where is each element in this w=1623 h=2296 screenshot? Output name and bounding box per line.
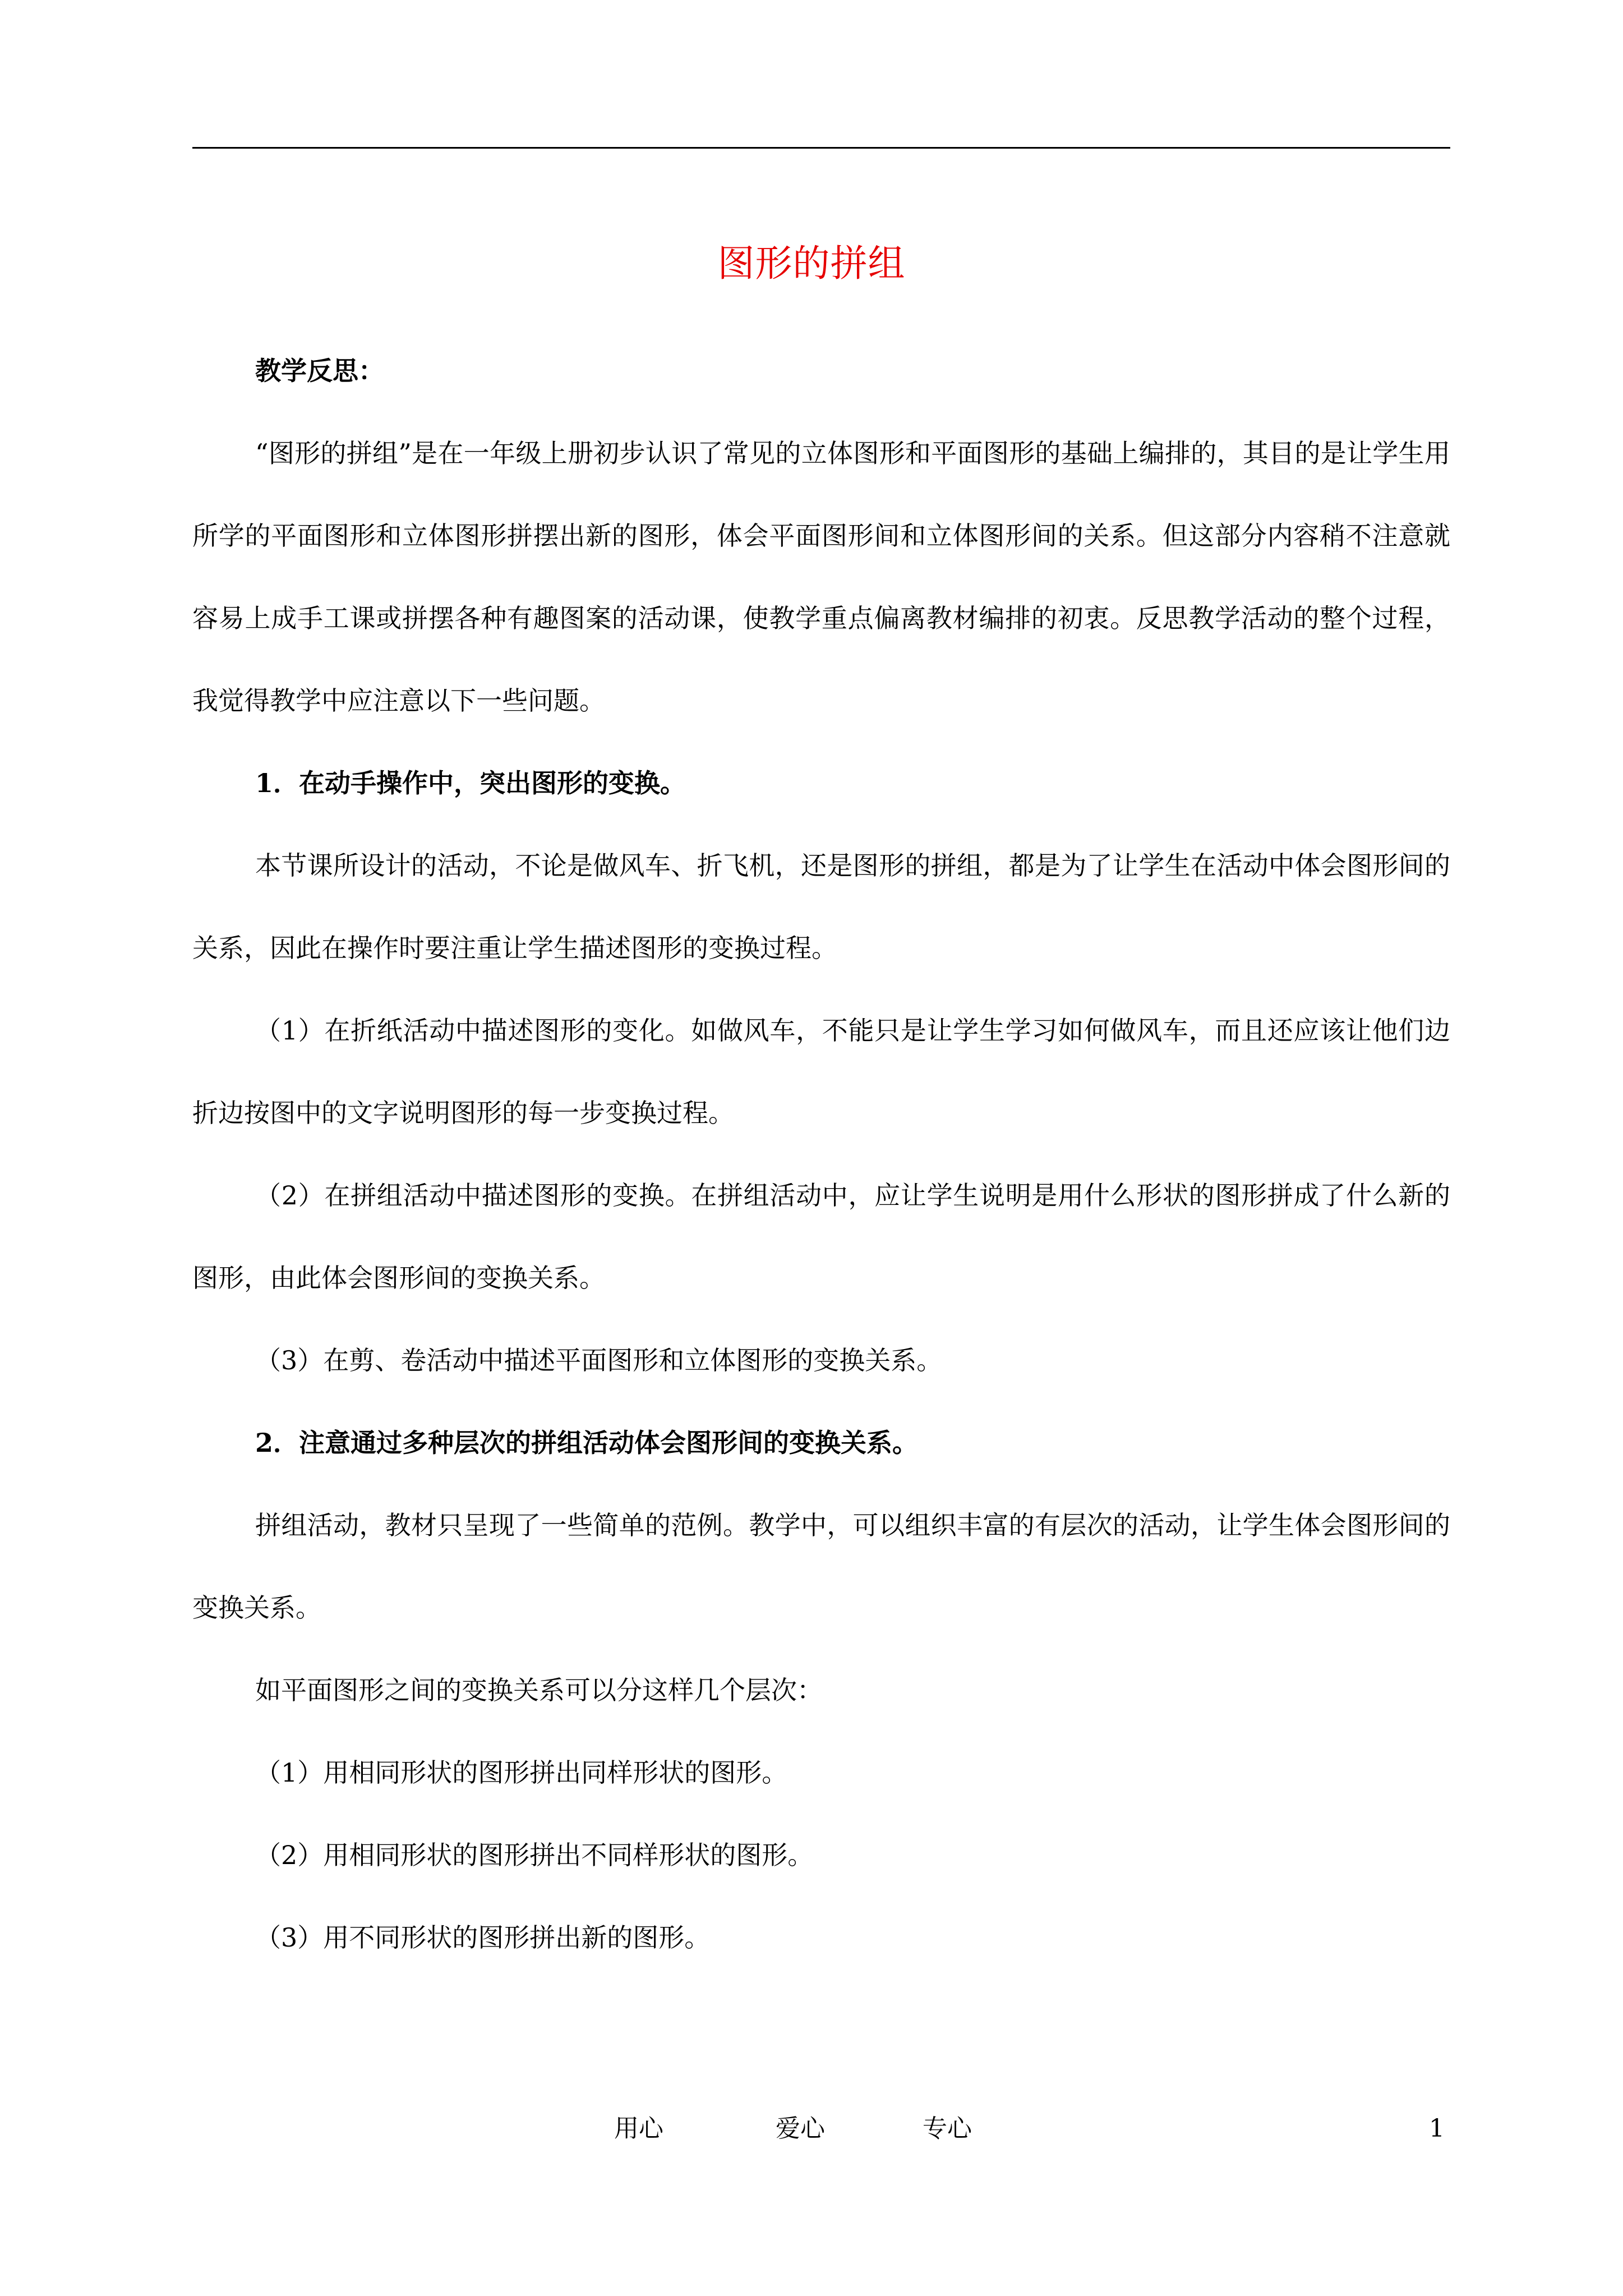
paragraph: 如平面图形之间的变换关系可以分这样几个层次： xyxy=(255,1675,823,1705)
list-item: （1）用相同形状的图形拼出同样形状的图形。 xyxy=(255,1757,788,1788)
paragraph: （1）在折纸活动中描述图形的变化。如做风车，不能只是让学生学习如何做风车，而且还应该让他们边折边按图中的文字说明图形的每一步变换过程。 xyxy=(192,1015,1450,1128)
footer-motto-1: 用心 xyxy=(614,2114,663,2143)
page-title: 图形的拼组 xyxy=(717,242,906,285)
section-label: 教学反思： xyxy=(255,356,384,386)
document-body xyxy=(192,330,1450,1979)
heading-1: 1．在动手操作中，突出图形的变换。 xyxy=(255,768,686,798)
footer-motto-3: 专心 xyxy=(923,2114,972,2143)
paragraph: （2）在拼组活动中描述图形的变换。在拼组活动中，应让学生说明是用什么形状的图形拼成了什么新的图形，由此体会图形间的变换关系。 xyxy=(192,1180,1450,1293)
header-rule xyxy=(192,147,1450,149)
heading-2: 2．注意通过多种层次的拼组活动体会图形间的变换关系。 xyxy=(255,1428,919,1458)
list-item: （2）用相同形状的图形拼出不同样形状的图形。 xyxy=(255,1840,814,1870)
paragraph: 本节课所设计的活动，不论是做风车、折飞机，还是图形的拼组，都是为了让学生在活动中体会图形间的关系，因此在操作时要注重让学生描述图形的变换过程。 xyxy=(192,850,1450,963)
page-number: 1 xyxy=(1429,2114,1445,2143)
page-footer xyxy=(0,2106,1623,2151)
paragraph: （3）在剪、卷活动中描述平面图形和立体图形的变换关系。 xyxy=(255,1345,943,1375)
footer-motto-2: 爱心 xyxy=(776,2114,825,2143)
list-item: （3）用不同形状的图形拼出新的图形。 xyxy=(255,1922,711,1953)
paragraph: 拼组活动，教材只呈现了一些简单的范例。教学中，可以组织丰富的有层次的活动，让学生体会图形间的变换关系。 xyxy=(192,1510,1450,1623)
paragraph-intro: “图形的拼组”是在一年级上册初步认识了常见的立体图形和平面图形的基础上编排的，其目的是让学生用所学的平面图形和立体图形拼摆出新的图形，体会平面图形间和立体图形间的关系。但这部分内容稍不注意就容易上成手工课或拼摆各种有趣图案的活动课，使教学重点偏离教材编排的初衷。反思教学活动的整个过程，我觉得教学中应注意以下一些问题。 xyxy=(192,438,1450,716)
